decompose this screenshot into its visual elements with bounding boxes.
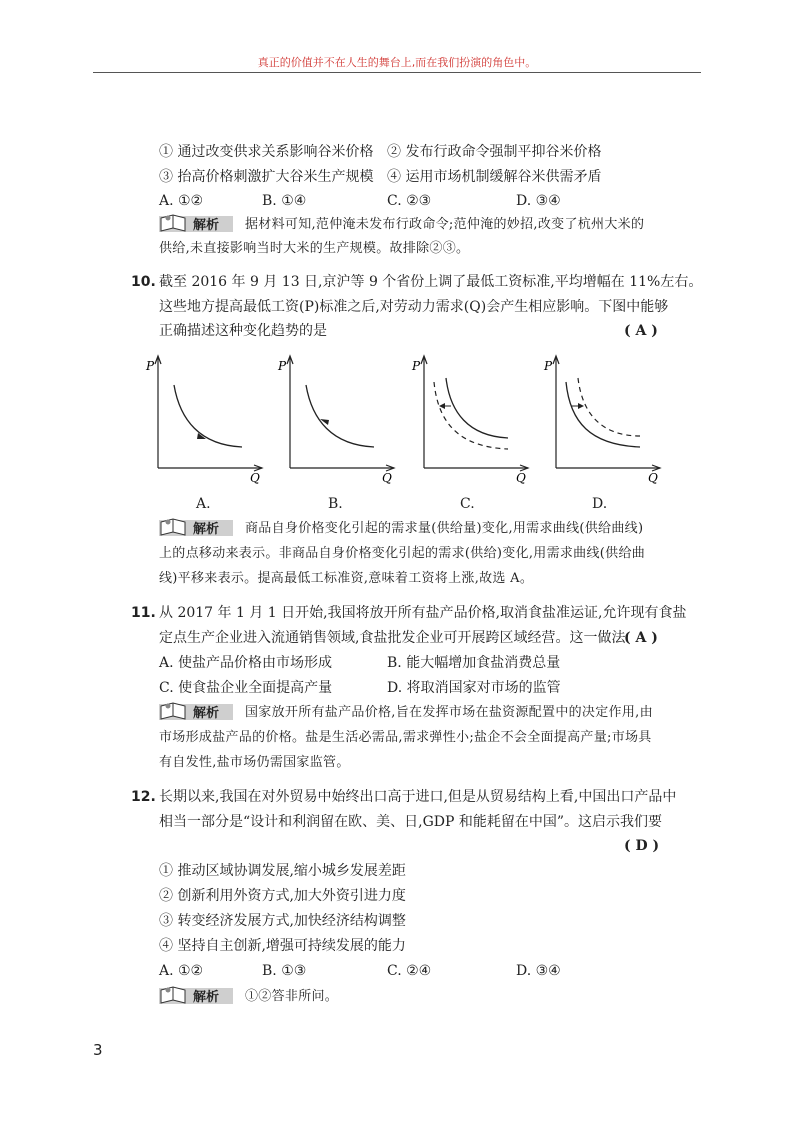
q12-choice-c: C. ②④ xyxy=(387,963,432,979)
q10-graph-c-new-curve xyxy=(434,382,508,449)
q12-analysis-badge xyxy=(159,986,233,1006)
q12-stem-2: 相当一部分是“设计和利润留在欧、美、日,GDP 和能耗留在中国”。这启示我们要 xyxy=(159,814,663,830)
q10-graph-b-label: B. xyxy=(328,496,343,512)
q9-option-4: ④ 运用市场机制缓解谷米供需矛盾 xyxy=(387,169,602,185)
q10-graph-d-original-curve xyxy=(566,382,640,447)
q12-option-4: ④ 坚持自主创新,增强可持续发展的能力 xyxy=(159,938,406,954)
header-motto: 真正的价值并不在人生的舞台上,而在我们扮演的角色中。 xyxy=(257,56,537,69)
q9-analysis-badge xyxy=(159,214,233,234)
q11-analysis-badge xyxy=(159,702,233,722)
q10-graph-c-x-label: Q xyxy=(516,471,526,485)
q12-option-1: ① 推动区域协调发展,缩小城乡发展差距 xyxy=(159,863,406,879)
q10-graph-c xyxy=(406,350,536,490)
q10-graph-a-label: A. xyxy=(196,496,211,512)
q12-number: 12. xyxy=(131,789,156,805)
q11-choice-d: D. 将取消国家对市场的监管 xyxy=(387,680,561,696)
q10-graph-d-x-label: Q xyxy=(648,471,658,485)
q10-graph-b-y-label: P xyxy=(278,359,287,373)
q10-graph-d-shift-arrow xyxy=(578,403,584,409)
q11-analysis-line-3: 有自发性,盐市场仍需国家监管。 xyxy=(159,755,350,770)
q9-option-3: ③ 抬高价格刺激扩大谷米生产规模 xyxy=(159,169,374,185)
q10-analysis-badge xyxy=(159,518,233,538)
q9-choice-c: C. ②③ xyxy=(387,193,432,209)
q10-graph-b xyxy=(272,350,402,490)
q11-stem-1: 从 2017 年 1 月 1 日开始,我国将放开所有盐产品价格,取消食盐准运证,允许现有食盐 xyxy=(159,605,687,621)
q10-answer: ( A ) xyxy=(624,323,658,339)
q11-analysis-line-1: 国家放开所有盐产品价格,旨在发挥市场在盐资源配置中的决定作用,由 xyxy=(245,705,653,720)
q10-analysis-line-1: 商品自身价格变化引起的需求量(供给量)变化,用需求曲线(供给曲线) xyxy=(245,521,644,536)
q10-graph-d-new-curve xyxy=(578,378,640,436)
q11-choice-a: A. 使盐产品价格由市场形成 xyxy=(159,655,333,671)
q10-graph-a-y-label: P xyxy=(146,359,155,373)
q11-analysis-label: 解析 xyxy=(193,706,220,721)
q11-choice-c: C. 使食盐企业全面提高产量 xyxy=(159,680,333,696)
q11-answer: ( A ) xyxy=(624,630,658,646)
q9-analysis-line-1: 据材料可知,范仲淹未发布行政命令;范仲淹的妙招,改变了杭州大米的 xyxy=(245,217,645,232)
q9-choice-a: A. ①② xyxy=(159,193,204,209)
q9-choice-b: B. ①④ xyxy=(262,193,307,209)
q10-graph-c-label: C. xyxy=(460,496,475,512)
q12-option-3: ③ 转变经济发展方式,加快经济结构调整 xyxy=(159,913,406,929)
q12-analysis-line-1: ①②答非所问。 xyxy=(245,989,339,1004)
q10-stem-3: 正确描述这种变化趋势的是 xyxy=(159,323,327,339)
q10-graph-c-original-curve xyxy=(446,378,508,438)
q12-answer: ( D ) xyxy=(624,838,660,854)
q10-graph-d xyxy=(538,350,668,490)
q12-option-2: ② 创新利用外资方式,加大外资引进力度 xyxy=(159,888,406,904)
q10-number: 10. xyxy=(131,274,156,290)
q12-analysis-label: 解析 xyxy=(193,990,220,1005)
q10-stem-1: 截至 2016 年 9 月 13 日,京沪等 9 个省份上调了最低工资标准,平均增幅在 11%左右。 xyxy=(159,274,703,290)
q9-choice-d: D. ③④ xyxy=(516,193,561,209)
q11-analysis-line-2: 市场形成盐产品的价格。盐是生活必需品,需求弹性小;盐企不会全面提高产量;市场具 xyxy=(159,730,652,745)
q11-choice-b: B. 能大幅增加食盐消费总量 xyxy=(387,655,561,671)
q10-graph-c-y-label: P xyxy=(412,359,421,373)
q12-stem-1: 长期以来,我国在对外贸易中始终出口高于进口,但是从贸易结构上看,中国出口产品中 xyxy=(159,789,677,805)
q10-analysis-line-2: 上的点移动来表示。非商品自身价格变化引起的需求(供给)变化,用需求曲线(供给曲 xyxy=(159,546,646,561)
q10-graph-d-label: D. xyxy=(592,496,608,512)
q9-analysis-line-2: 供给,未直接影响当时大米的生产规模。故排除②③。 xyxy=(159,241,470,256)
header-divider xyxy=(93,72,701,73)
q10-graph-b-x-label: Q xyxy=(382,471,392,485)
q9-analysis-label: 解析 xyxy=(193,218,220,233)
q12-choice-b: B. ①③ xyxy=(262,963,307,979)
q10-analysis-line-3: 线)平移来表示。提高最低工标准资,意味着工资将上涨,故选 A。 xyxy=(159,571,534,586)
q11-number: 11. xyxy=(131,605,156,621)
q10-graph-a-x-label: Q xyxy=(250,471,260,485)
q12-choice-d: D. ③④ xyxy=(516,963,561,979)
q10-stem-2: 这些地方提高最低工资(P)标准之后,对劳动力需求(Q)会产生相应影响。下图中能够 xyxy=(159,299,669,315)
q12-choice-a: A. ①② xyxy=(159,963,204,979)
q10-analysis-label: 解析 xyxy=(193,522,220,537)
q10-graph-a-demand-curve xyxy=(174,385,242,447)
q11-stem-2: 定点生产企业进入流通销售领域,食盐批发企业可开展跨区域经营。这一做法 xyxy=(159,630,626,646)
q9-option-2: ② 发布行政命令强制平抑谷米价格 xyxy=(387,144,602,160)
q10-graph-d-y-label: P xyxy=(544,359,553,373)
q10-graph-c-shift-arrow xyxy=(439,403,445,409)
q10-graph-a xyxy=(140,350,270,490)
page-number: 3 xyxy=(93,1041,103,1059)
q9-option-1: ① 通过改变供求关系影响谷米价格 xyxy=(159,144,374,160)
q10-graph-b-demand-curve xyxy=(306,385,374,447)
